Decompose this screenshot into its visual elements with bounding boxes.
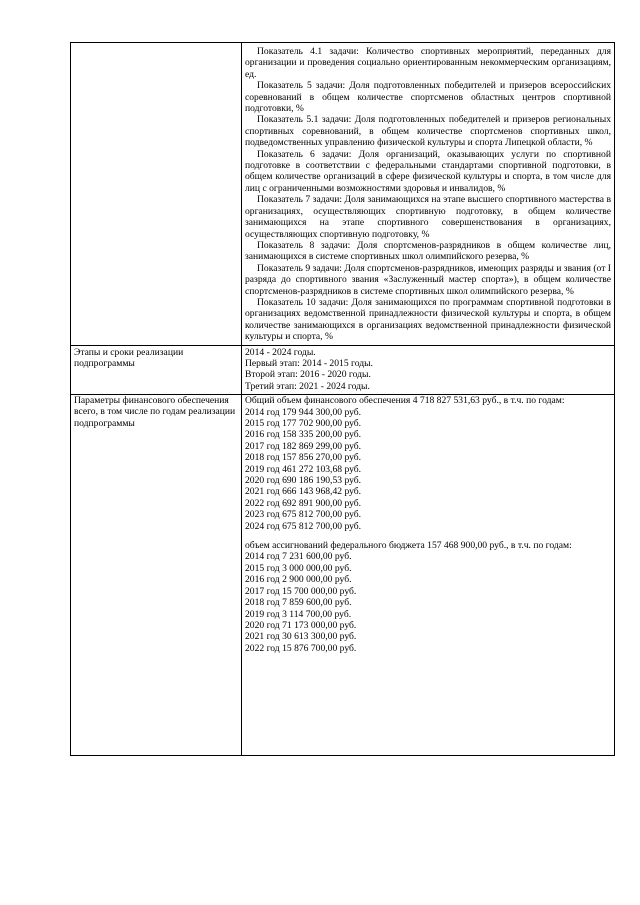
finance-total-list — [245, 407, 611, 532]
finance-gap — [245, 532, 611, 540]
indicator-5: Показатель 5 задачи: Доля подготовленных победителей и призеров всероссийских соревнований в общем количестве спортсменов областных центров спортивной подготовки, % — [245, 80, 611, 115]
finance-federal-year: 2018 год 7 859 600,00 руб. — [245, 597, 352, 609]
finance-federal-year: 2021 год 30 613 300,00 руб. — [245, 631, 357, 643]
stages-label: Этапы и сроки реализации подпрограммы — [71, 345, 242, 395]
finance-total-year: 2019 год 461 272 103,68 руб. — [245, 463, 362, 475]
finance-total-year: 2017 год 182 869 299,00 руб. — [245, 440, 362, 452]
indicator-8: Показатель 8 задачи: Доля спортсменов-разрядников в общем количестве лиц, занимающихся в системе спортивных школ олимпийского резерва, % — [245, 239, 611, 263]
finance-federal-year: 2016 год 2 900 000,00 руб. — [245, 574, 352, 586]
indicator-9: Показатель 9 задачи: Доля спортсменов-разрядников, имеющих разряды и звания (от I разряда до спортивного звания «Заслуженный мастер спорта»), в общем количестве спортсменов-разрядников в системе спортивных школ олимпийского резерва, % — [245, 262, 611, 297]
finance-total-year: 2020 год 690 186 190,53 руб. — [245, 475, 362, 487]
indicator-5-1: Показатель 5.1 задачи: Доля подготовленных победителей и призеров региональных спортивных соревнований, в общем количестве спортсменов спортивных школ, подведомственных управлению физической культуры и спорта Липецкой области, % — [245, 114, 611, 149]
stages-row — [71, 345, 615, 395]
finance-federal-year: 2017 год 15 700 000,00 руб. — [245, 585, 357, 597]
stages-line: 2014 - 2024 годы. — [245, 346, 316, 358]
finance-total-year: 2022 год 692 891 900,00 руб. — [245, 497, 362, 509]
finance-federal-list — [245, 551, 611, 654]
finance-cell — [242, 395, 615, 756]
finance-federal-year: 2020 год 71 173 000,00 руб. — [245, 619, 357, 631]
finance-federal-year: 2015 год 3 000 000,00 руб. — [245, 562, 352, 574]
finance-total-year: 2016 год 158 335 200,00 руб. — [245, 429, 362, 441]
finance-total-year: 2023 год 675 812 700,00 руб. — [245, 509, 362, 521]
finance-federal-year: 2022 год 15 876 700,00 руб. — [245, 642, 357, 654]
indicators-label-cell — [71, 43, 242, 346]
finance-total-year: 2014 год 179 944 300,00 руб. — [245, 406, 362, 418]
finance-total-intro: Общий объем финансового обеспечения 4 718 827 531,63 руб., в т.ч. по годам: — [245, 395, 565, 407]
finance-total-year: 2021 год 666 143 968,42 руб. — [245, 486, 362, 498]
finance-row — [71, 395, 615, 756]
indicator-7: Показатель 7 задачи: Доля занимающихся на этапе высшего спортивного мастерства в организациях, осуществляющих спортивную подготовку, в общем количестве занимающихся на этапе спортивного совершенствования в организациях, осуществляющих спортивную подготовку, % — [245, 194, 611, 240]
finance-label: Параметры финансового обеспечения всего, в том числе по годам реализации подпрограммы — [71, 395, 242, 756]
passport-table — [70, 42, 615, 756]
finance-total-year: 2024 год 675 812 700,00 руб. — [245, 520, 362, 532]
indicators-row — [71, 43, 615, 346]
finance-federal-year: 2014 год 7 231 600,00 руб. — [245, 551, 352, 563]
finance-total-year: 2018 год 157 856 270,00 руб. — [245, 452, 362, 464]
stages-line: Второй этап: 2016 - 2020 годы. — [245, 369, 371, 381]
finance-total-year: 2015 год 177 702 900,00 руб. — [245, 418, 362, 429]
finance-federal-year: 2019 год 3 114 700,00 руб. — [245, 608, 352, 620]
indicator-4-1: Показатель 4.1 задачи: Количество спортивных мероприятий, переданных для организации и проведения социально ориентированным некоммерческим организациям, ед. — [245, 46, 611, 80]
indicator-10: Показатель 10 задачи: Доля занимающихся по программам спортивной подготовки в организациях ведомственной принадлежности физической культуры и спорта, в общем количестве занимающихся в организациях ведомственной принадлежности физической культуры и спорта, % — [245, 296, 611, 343]
indicators-cell — [242, 43, 615, 346]
stages-line: Третий этап: 2021 - 2024 годы. — [245, 380, 370, 392]
stages-line: Первый этап: 2014 - 2015 годы. — [245, 357, 373, 369]
indicator-6: Показатель 6 задачи: Доля организаций, оказывающих услуги по спортивной подготовке в соответствии с федеральными стандартами спортивной подготовки, в общем количестве организаций в сфере физической культуры и спорта, в том числе для лиц с ограниченными возможностями здоровья и инвалидов, % — [245, 148, 611, 194]
stages-cell — [242, 345, 615, 395]
finance-federal-intro: объем ассигнований федерального бюджета 157 468 900,00 руб., в т.ч. по годам: — [245, 540, 572, 552]
